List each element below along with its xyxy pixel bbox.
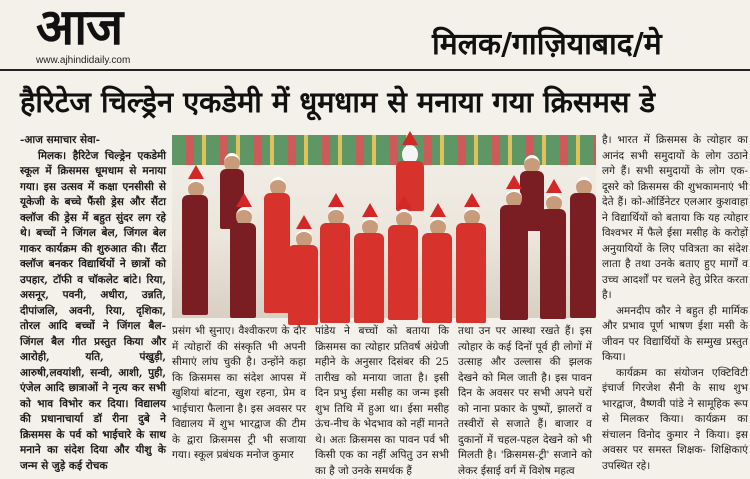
newspaper-url: www.ajhindidaily.com xyxy=(36,55,131,66)
column-4-text: तथा उन पर आस्था रखते हैं। इस त्योहार के कई दिनों पूर्व ही लोगों में उत्साह और उल्लास की झलक देखने को मिल जाती है। इस पावन दिन के अवसर पर सभी अपने घरों को नाना प्रकार के पुष्पों, झालरों व तस्वीरों से सजाते हैं। बाजार व दुकानों में चहल-पहल देखने को भी मिलती है। 'क्रिसमस-ट्री' सजाने को लेकर ईसाई वर्ग में विशेष महत्व xyxy=(458,325,592,477)
newspaper-logo: आज xyxy=(36,0,123,56)
article-headline: हैरिटेज चिल्ड्रेन एकडेमी में धूमधाम से मनाया गया क्रिसमस डे xyxy=(20,85,656,119)
byline: -आज समाचार सेवा- xyxy=(20,134,100,146)
article-column-3 xyxy=(315,324,449,477)
edition-placeline: मिलक/गाज़ियाबाद/मे xyxy=(432,27,662,62)
column-3-text: पांडेय ने बच्चों को बताया कि क्रिसमस का त्योहार प्रतिवर्ष अंग्रेजी महीने के अनुसार दिसंबर की 25 तारीख को मनाया जाता है। इसी दिन प्रभु ईसा मसीह का जन्म इसी शुभ तिथि में हुआ था। ईसा मसीह ऊंच-नीच के भेदभाव को नहीं मानते थे। अतः क्रिसमस का पावन पर्व भी किसी एक का नहीं अपितु उन सभी का है जो उनके समर्थक हैं xyxy=(315,325,449,477)
column-1-text: मिलक। हैरिटेज चिल्ड्रेन एकडेमी स्कूल में क्रिसमस धूमधाम से मनाया गया। इस उत्सव में कक्षा एनसीसी से यूकेजी के बच्चे फैंसी ड्रेस और सैंटा क्लॉज की ड्रेस में बहुत सुंदर लग रहे थे। बच्चों ने जिंगल बेल, जिंगल बेल गाकर कार्यक्रम की शुरुआत की। सैंटा क्लॉज बनकर विद्यार्थियों ने छात्रों को उपहार, टॉफी व चॉकलेट बांटे। रिया, असनूर, पवनी, अधीरा, उन्नति, दीपांजलि, अवनी, रिया, दृशिका, तोरल आदि बच्चों ने जिंगल बैल- जिंगल बैल गीत प्रस्तुत किया और आरोही, यति, पंखुड़ी, आरुषी,लवयांशी, सन्वी, आशी, पुही, एंजेल आदि छात्राओं ने नृत्य कर सभी को भाव विभोर कर दिया। विद्यालय की प्रधानाचार्या डॉ रीना दुबे ने क्रिसमस के पर्व को भाईचारे के साथ मनाने का संदेश दिया और यीशु के जन्म से जुड़े कई रोचक xyxy=(20,149,166,472)
column-2-text: प्रसंग भी सुनाए। वैश्वीकरण के दौर में त्योहारों की संस्कृति भी अपनी सीमाएं लांघ चुकी है। उन्होंने कहा कि क्रिसमस का संदेश आपस में खुशियां बांटना, खुश रहना, प्रेम व भाईचारा फैलाना है। इस अवसर पर विद्यालय में शुभ भारद्वाज की टीम के द्वारा क्रिसमस ट्री भी सजाया गया। स्कूल प्रबंधक मनोज कुमार xyxy=(172,325,306,461)
column-5-text-1: है। भारत में क्रिसमस के त्योहार का आनंद सभी समुदायों के लोग उठाने लगे हैं। सभी समुदायों के लोग एक-दूसरे को क्रिसमस की शुभकामनाएं भी देते हैं। को-ऑर्डिनेटर एलआर कुशवाहा ने विद्यार्थियों को बताया कि यह त्योहार विश्वभर में फैले ईसा मसीह के करोड़ों अनुयायियों के लिए पवित्रता का संदेश लाता है तथा उनके बताए हुए मार्गों व उच्च आदर्शों पर चलने हेतु प्रेरित करता है। xyxy=(602,134,748,301)
article-photo xyxy=(172,135,596,318)
column-5-text-2: अमनदीप कौर ने बहुत ही मार्मिक और प्रभाव पूर्ण भाषण ईशा मसी के जीवन पर विद्यार्थियों के सम्मुख प्रस्तुत किया। xyxy=(602,304,748,363)
article-column-1 xyxy=(20,133,166,472)
header-rule xyxy=(0,69,750,71)
article-column-4 xyxy=(458,324,592,477)
article-column-5 xyxy=(602,133,748,472)
article-column-2 xyxy=(172,324,306,466)
column-5-text-3: कार्यक्रम का संयोजन एक्टिविटी इंचार्ज गिरजेश सैनी के साथ शुभ भारद्वाज, वैष्णवी पांडे ने सामूहिक रूप से मिलकर किया। कार्यक्रम का संचालन विनोद कुमार ने किया। इस अवसर पर समस्त शिक्षक- शिक्षिकाएं उपस्थित रहे। xyxy=(602,366,748,472)
